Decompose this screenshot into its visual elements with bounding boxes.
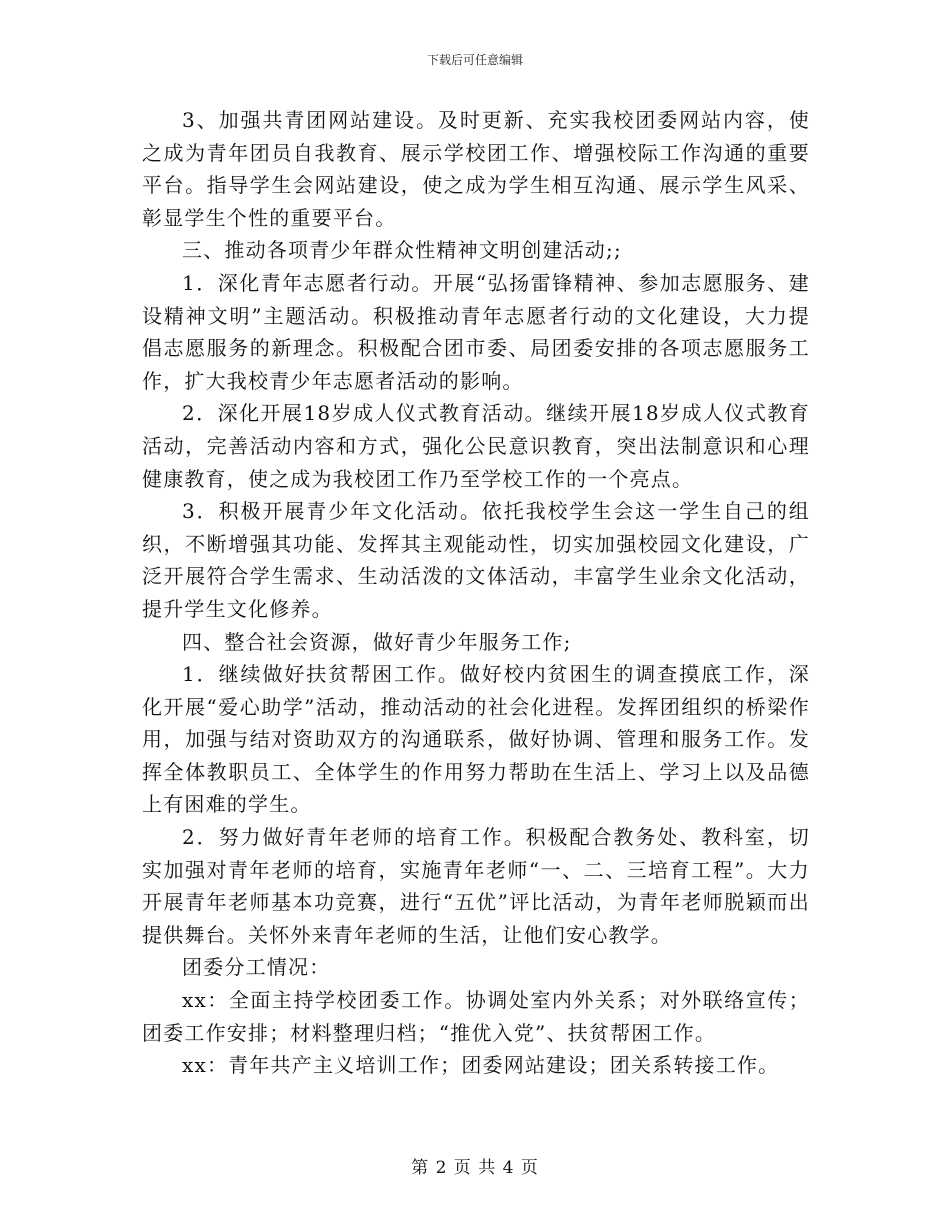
paragraph-division-of-labor-heading: 团委分工情况：	[182, 955, 331, 980]
paragraph-young-teachers: 2．努力做好青年老师的培育工作。积极配合教务处、教科室，切实加强对青年老师的培育，实施青年老师“一、二、三培育工程”。大力开展青年老师基本功竞赛，进行“五优”评比活动，为青年老师脱颖而出提供舞台。关怀外来青年老师的生活，让他们安心教学。	[142, 825, 810, 947]
paragraph-duty-2: xx：青年共产主义培训工作；团委网站建设；团关系转接工作。	[182, 1053, 780, 1078]
paragraph-volunteer-action: 1．深化青年志愿者行动。开展“弘扬雷锋精神、参加志愿服务、建设精神文明”主题活动。积极推动青年志愿者行动的文化建设，大力提倡志愿服务的新理念。积极配合团市委、局团委安排的各项志愿服务工作，扩大我校青少年志愿者活动的影响。	[142, 270, 810, 393]
page-header: 下载后可任意编辑	[426, 53, 523, 67]
page-number-footer: 第 2 页 共 4 页	[411, 1158, 539, 1178]
section-heading-3: 三、推动各项青少年群众性精神文明创建活动;;	[182, 238, 622, 263]
paragraph-coming-of-age-ceremony: 2．深化开展18岁成人仪式教育活动。继续开展18岁成人仪式教育活动，完善活动内容和方式，强化公民意识教育，突出法制意识和心理健康教育，使之成为我校团工作乃至学校工作的一个亮点。	[142, 401, 810, 491]
section-heading-4: 四、整合社会资源，做好青少年服务工作;	[182, 629, 572, 654]
paragraph-poverty-aid: 1．继续做好扶贫帮困工作。做好校内贫困生的调查摸底工作，深化开展“爱心助学”活动，推动活动的社会化进程。发挥团组织的桥梁作用，加强与结对资助双方的沟通联系，做好协调、管理和服务工作。发挥全体教职员工、全体学生的作用努力帮助在生活上、学习上以及品德上有困难的学生。	[142, 662, 810, 817]
paragraph-duty-1: xx：全面主持学校团委工作。协调处室内外关系；对外联络宣传；团委工作安排；材料整理归档；“推优入党”、扶贫帮困工作。	[142, 988, 810, 1045]
document-body	[142, 104, 810, 1082]
paragraph-website-building: 3、加强共青团网站建设。及时更新、充实我校团委网站内容，使之成为青年团员自我教育、展示学校团工作、增强校际工作沟通的重要平台。指导学生会网站建设，使之成为学生相互沟通、展示学生风采、彰显学生个性的重要平台。	[142, 108, 810, 230]
paragraph-youth-culture: 3．积极开展青少年文化活动。依托我校学生会这一学生自己的组织，不断增强其功能、发挥其主观能动性，切实加强校园文化建设，广泛开展符合学生需求、生动活泼的文体活动，丰富学生业余文化活动，提升学生文化修养。	[142, 499, 810, 621]
